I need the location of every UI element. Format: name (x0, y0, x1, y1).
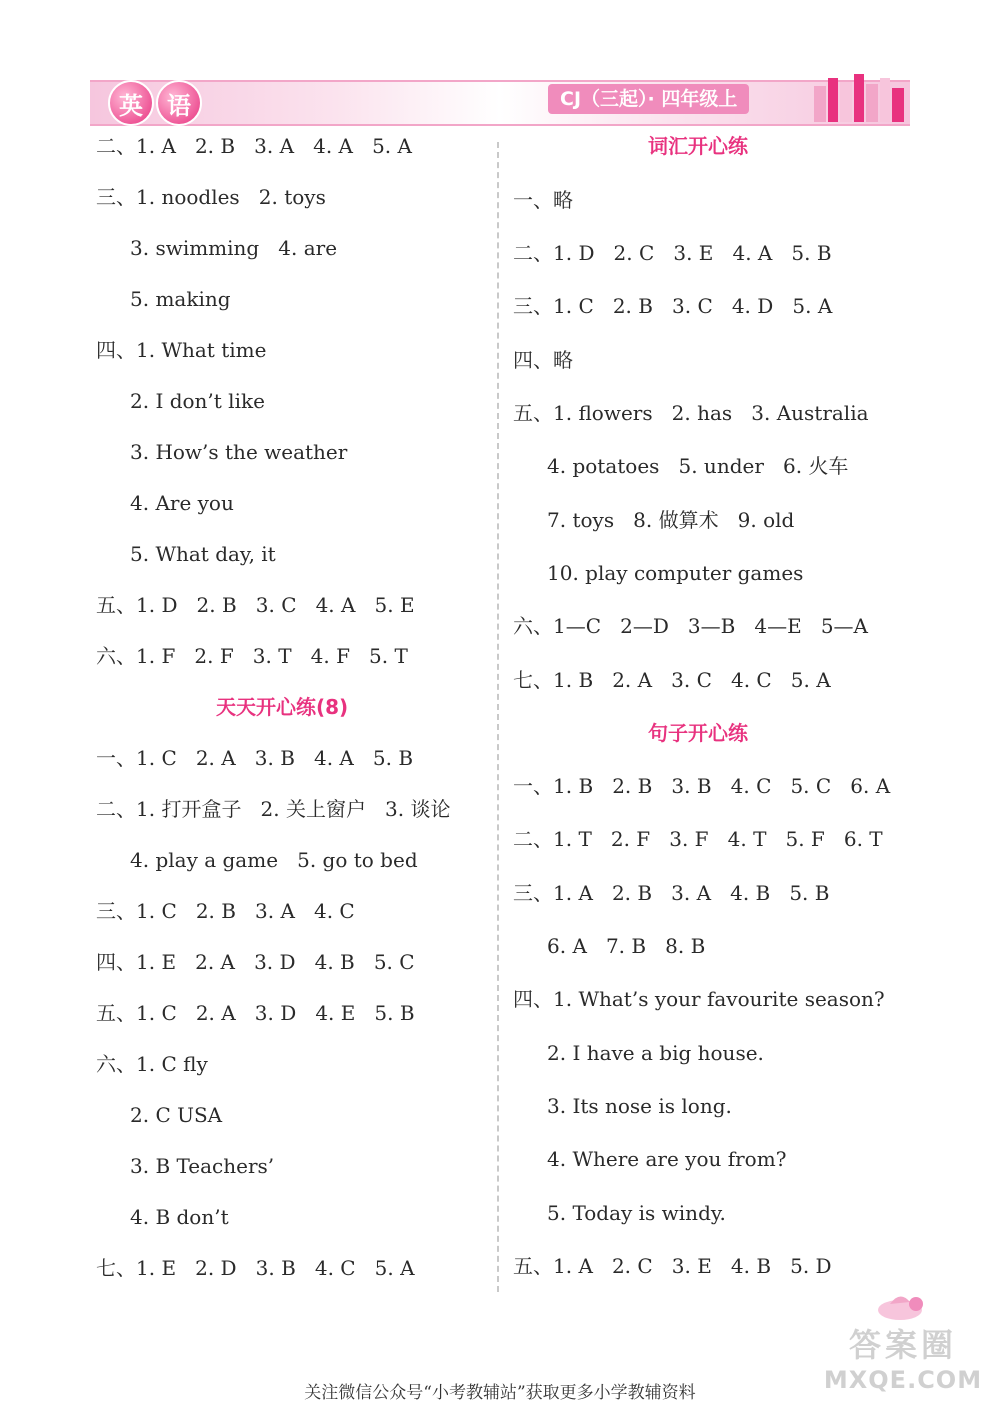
answer-line: 四、1. What time (96, 338, 267, 362)
answer-line: 四、1. What’s your favourite season? (513, 987, 885, 1011)
answer-line: 3. How’s the weather (130, 440, 348, 464)
answer-line: 三、1. C 2. B 3. C 4. D 5. A (513, 294, 833, 318)
answer-line: 二、1. A 2. B 3. A 4. A 5. A (96, 134, 412, 158)
header-banner (90, 80, 910, 126)
answer-line: 4. Are you (130, 491, 234, 515)
answer-line: 六、1—C 2—D 3—B 4—E 5—A (513, 614, 868, 638)
section-title: 句子开心练 (648, 721, 748, 745)
answer-line: 2. I don’t like (130, 389, 265, 413)
answer-line: 七、1. B 2. A 3. C 4. C 5. A (513, 668, 831, 692)
answer-line: 10. play computer games (547, 561, 804, 585)
answer-line: 2. C USA (130, 1103, 223, 1127)
answer-line: 3. Its nose is long. (547, 1094, 732, 1118)
answer-line: 3. swimming 4. are (130, 236, 338, 260)
answer-line: 五、1. D 2. B 3. C 4. A 5. E (96, 593, 415, 617)
answer-line: 七、1. E 2. D 3. B 4. C 5. A (96, 1256, 415, 1280)
answer-line: 二、1. 打开盒子 2. 关上窗户 3. 谈论 (96, 797, 451, 821)
answer-line: 二、1. D 2. C 3. E 4. A 5. B (513, 241, 832, 265)
column-divider (497, 142, 499, 1292)
answer-line: 一、1. C 2. A 3. B 4. A 5. B (96, 746, 414, 770)
answer-line: 2. I have a big house. (547, 1041, 764, 1065)
answer-line: 三、1. noodles 2. toys (96, 185, 326, 209)
answer-line: 5. making (130, 287, 231, 311)
answer-line: 4. B don’t (130, 1205, 229, 1229)
answer-line: 5. Today is windy. (547, 1201, 726, 1225)
bird-icon (870, 1290, 930, 1324)
answer-line: 二、1. T 2. F 3. F 4. T 5. F 6. T (513, 827, 883, 851)
subject-char-2: 语 (156, 80, 202, 126)
answer-line: 4. potatoes 5. under 6. 火车 (547, 454, 849, 478)
answer-line: 三、1. A 2. B 3. A 4. B 5. B (513, 881, 830, 905)
answer-line: 四、1. E 2. A 3. D 4. B 5. C (96, 950, 415, 974)
answer-line: 四、略 (513, 348, 573, 372)
answer-line: 3. B Teachers’ (130, 1154, 275, 1178)
answer-line: 4. play a game 5. go to bed (130, 848, 418, 872)
answer-line: 6. A 7. B 8. B (547, 934, 706, 958)
answer-line: 一、略 (513, 188, 573, 212)
answer-line: 六、1. F 2. F 3. T 4. F 5. T (96, 644, 408, 668)
answer-line: 4. Where are you from? (547, 1147, 787, 1171)
answer-line: 5. What day, it (130, 542, 276, 566)
answer-line: 7. toys 8. 做算术 9. old (547, 508, 795, 532)
section-title: 天天开心练(8) (216, 695, 349, 719)
answer-line: 五、1. A 2. C 3. E 4. B 5. D (513, 1254, 832, 1278)
answer-line: 五、1. C 2. A 3. D 4. E 5. B (96, 1001, 415, 1025)
answer-line: 一、1. B 2. B 3. B 4. C 5. C 6. A (513, 774, 891, 798)
answer-line: 五、1. flowers 2. has 3. Australia (513, 401, 869, 425)
grade-label: CJ（三起）· 四年级上 (548, 84, 749, 114)
answer-line: 三、1. C 2. B 3. A 4. C (96, 899, 355, 923)
subject-badge (108, 78, 208, 128)
watermark-cn: 答案圈 (848, 1326, 957, 1364)
watermark-en: MXQE.COM (823, 1366, 983, 1394)
answer-line: 六、1. C fly (96, 1052, 208, 1076)
section-title: 词汇开心练 (648, 134, 748, 158)
subject-char-1: 英 (108, 80, 154, 126)
footer-note: 关注微信公众号“小考教辅站”获取更多小学教辅资料 (304, 1383, 696, 1403)
books-icon (810, 72, 910, 126)
